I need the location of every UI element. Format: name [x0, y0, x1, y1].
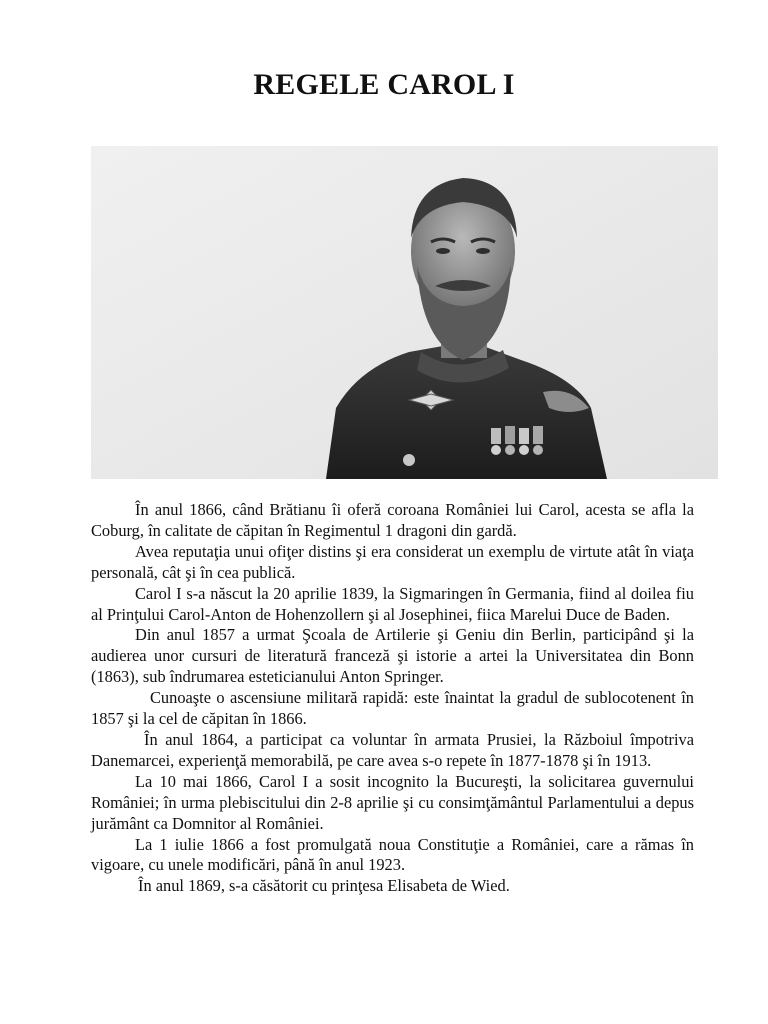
- paragraph-8: La 1 iulie 1866 a fost promulgată noua Constituţie a României, care a rămas în vigoare, cu unele modificări, până în anul 1923.: [91, 834, 694, 875]
- paragraph-7: La 10 mai 1866, Carol I a sosit incognito la Bucureşti, la solicitarea guvernului României; în urma plebiscitului din 2-8 aprilie şi cu consimţământul Parlamentului a depus jurământ ca Domnitor al României.: [91, 771, 694, 833]
- biography-text: [91, 500, 694, 897]
- paragraph-5: Cunoaşte o ascensiune militară rapidă: este înaintat la gradul de sublocotenent în 1857 şi la cel de căpitan în 1866.: [91, 688, 694, 729]
- paragraph-6: În anul 1864, a participat ca voluntar în armata Prusiei, la Războiul împotriva Danemarcei, experienţă memorabilă, pe care avea s-o repete în 1877-1878 şi în 1913.: [91, 729, 694, 770]
- paragraph-9: În anul 1869, s-a căsătorit cu prinţesa Elisabeta de Wied.: [138, 876, 510, 896]
- portrait-photo: [91, 146, 718, 479]
- portrait-illustration: [91, 146, 718, 479]
- paragraph-3: Carol I s-a născut la 20 aprilie 1839, la Sigmaringen în Germania, fiind al doilea fiu al Prinţului Carol-Anton de Hohenzollern şi al Josephinei, fiica Marelui Duce de Baden.: [91, 583, 694, 624]
- paragraph-4: Din anul 1857 a urmat Şcoala de Artilerie şi Geniu din Berlin, participând şi la audierea unor cursuri de literatură franceză şi istorie a artei la Universitatea din Bonn (1863), sub îndrumarea esteticianului Anton Springer.: [91, 625, 694, 687]
- paragraph-1: În anul 1866, când Brătianu îi oferă coroana României lui Carol, acesta se afla la Coburg, în calitate de căpitan în Regimentul 1 dragoni din gardă.: [91, 500, 694, 540]
- paragraph-2: Avea reputaţia unui ofiţer distins şi era considerat un exemplu de virtute atât în viaţa personală, cât şi în cea publică.: [91, 541, 694, 582]
- page-title: REGELE CAROL I: [253, 68, 515, 101]
